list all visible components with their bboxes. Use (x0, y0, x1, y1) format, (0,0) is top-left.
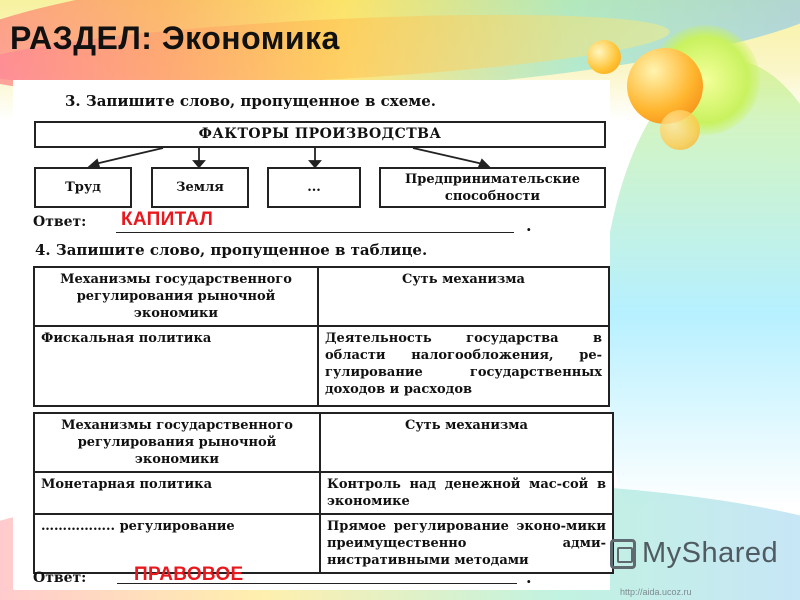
table-monetary (33, 412, 614, 574)
arrowhead (479, 160, 489, 167)
presentation-icon (610, 539, 636, 569)
watermark-logo (610, 537, 778, 570)
watermark-brand: MyShared (642, 537, 779, 569)
table-fiscal (33, 266, 610, 407)
table-cell-essence: Контроль над денежной мас-сой в экономике (320, 472, 613, 514)
scheme-box-trud: Труд (34, 167, 132, 208)
watermark-url: http://aida.ucoz.ru (620, 587, 692, 597)
answer-label: Ответ: (33, 214, 87, 230)
table-cell-mechanism-missing: …………….. регулирование (34, 514, 320, 573)
decor-ball (627, 48, 703, 124)
decor-ball (660, 110, 700, 150)
table-header-left: Механизмы государственного регулирования рыночной экономики (34, 413, 320, 472)
answer-kapital: КАПИТАЛ (121, 209, 214, 230)
slide-title: РАЗДЕЛ: Экономика (10, 20, 340, 56)
scheme-box-zemlya: Земля (151, 167, 249, 208)
answer-dot: . (526, 568, 532, 587)
table-cell-essence: Деятельность государства в области налогообложения, ре-гулирование государственных доходов и расходов (318, 326, 609, 406)
arrowhead (89, 160, 99, 167)
arrow-trud (95, 148, 163, 164)
task3-question: 3. Запишите слово, пропущенное в схеме. (65, 92, 437, 110)
arrow-pred (413, 148, 483, 164)
answer-dot: . (526, 216, 532, 235)
table-header-right: Суть механизма (318, 267, 609, 326)
table-cell-mechanism: Фискальная политика (34, 326, 318, 406)
table-cell-mechanism: Монетарная политика (34, 472, 320, 514)
scheme-box-predprinimatel: Предпринимательские способности (379, 167, 606, 208)
scanned-page (13, 80, 610, 590)
decor-ball (587, 40, 621, 74)
table-header-right: Суть механизма (320, 413, 613, 472)
scheme-arrows (13, 80, 610, 170)
scheme-root-box: ФАКТОРЫ ПРОИЗВОДСТВА (34, 121, 606, 148)
answer-line (116, 232, 514, 233)
table-header-left: Механизмы государственного регулирования рыночной экономики (34, 267, 318, 326)
answer-pravovoe: ПРАВОВОЕ (134, 564, 244, 585)
scheme-box-missing: ... (267, 167, 361, 208)
table-cell-essence: Прямое регулирование эконо-мики преимущественно адми-нистративными методами (320, 514, 613, 573)
task4-question: 4. Запишите слово, пропущенное в таблице. (35, 241, 428, 259)
answer-label: Ответ: (33, 570, 87, 586)
